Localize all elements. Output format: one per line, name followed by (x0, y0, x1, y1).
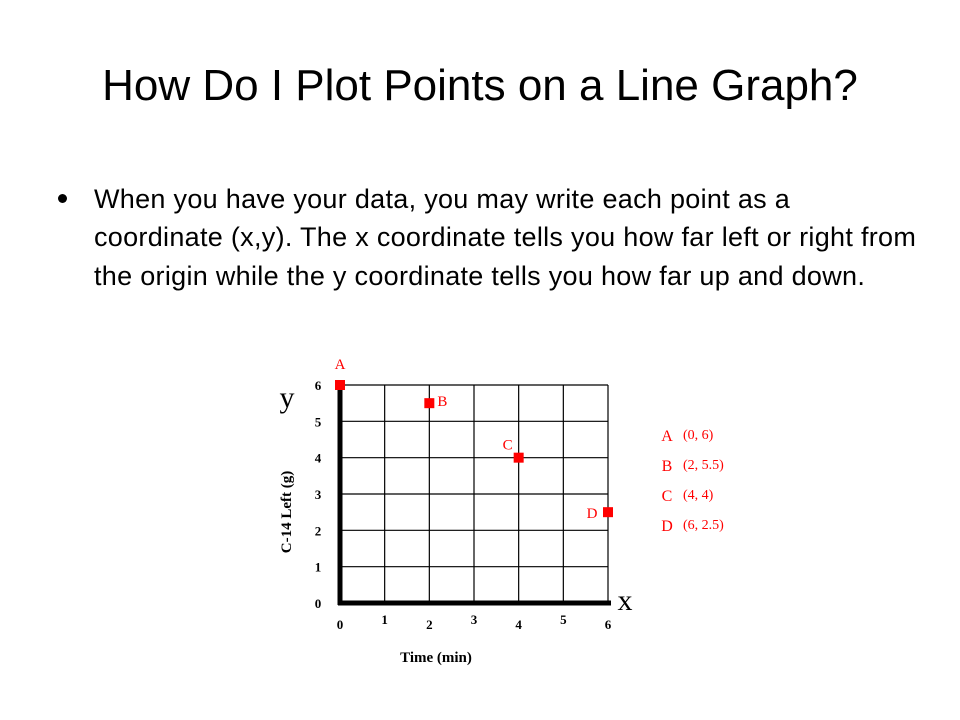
point-label: C (502, 437, 513, 454)
y-tick-label: 5 (314, 414, 322, 430)
legend-coordinate: (0, 6) (683, 428, 714, 443)
y-tick-label: 6 (314, 378, 322, 393)
x-tick-label: 3 (470, 612, 478, 627)
legend-point-label: C (661, 488, 673, 505)
x-tick-label: 5 (560, 612, 567, 627)
y-tick-label: 1 (314, 559, 322, 575)
point-label: B (437, 394, 448, 411)
coordinate-legend (661, 428, 724, 535)
y-tick-label: 2 (314, 523, 322, 539)
legend-coordinate: (6, 2.5) (683, 518, 724, 533)
data-point (514, 453, 524, 463)
y-tick-label: 4 (314, 450, 322, 466)
x-tick-label: 0 (336, 617, 344, 632)
x-tick-label: 1 (381, 612, 388, 627)
x-axis-label: Time (min) (400, 650, 472, 666)
legend-point-label: A (661, 428, 673, 445)
x-tick-label: 6 (604, 617, 612, 632)
slide-title: How Do I Plot Points on a Line Graph? (102, 61, 858, 110)
legend-point-label: D (661, 518, 673, 535)
data-point (424, 398, 434, 408)
chart-ticks (315, 378, 612, 632)
x-axis-letter: x (617, 584, 633, 617)
y-axis-letter: y (279, 381, 295, 414)
legend-coordinate: (2, 5.5) (683, 458, 724, 473)
legend-point-label: B (661, 458, 673, 475)
point-label: D (586, 506, 598, 523)
x-tick-label: 4 (515, 617, 522, 632)
data-point (603, 507, 613, 517)
x-tick-label: 2 (426, 617, 433, 632)
point-label: A (334, 357, 346, 373)
y-tick-label: 0 (314, 596, 322, 611)
data-point (335, 380, 345, 390)
y-axis-label: C-14 Left (g) (279, 470, 295, 554)
legend-coordinate: (4, 4) (683, 488, 714, 503)
chart-grid (340, 385, 608, 603)
bullet-text: When you have your data, you may write each point as a coordinate (x,y). The x coordinate tells you how far left or right from the origin while the y coordinate tells you how far up and down. (94, 184, 917, 291)
y-tick-label: 3 (314, 487, 322, 502)
